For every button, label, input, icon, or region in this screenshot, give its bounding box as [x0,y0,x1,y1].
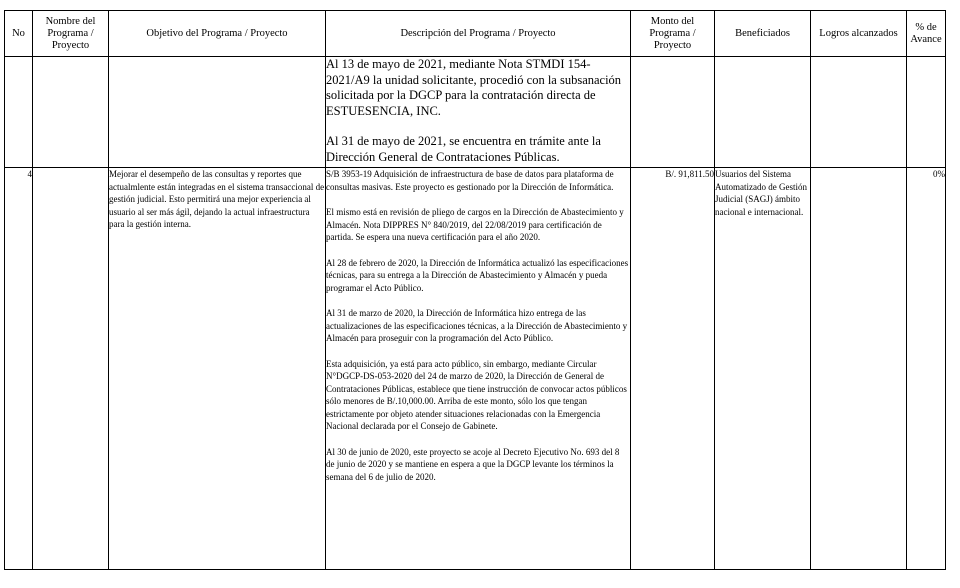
header-objetivo: Objetivo del Programa / Proyecto [109,11,326,57]
cell-beneficiados [715,57,811,168]
cell-logros [811,168,907,570]
cell-descripcion [326,168,631,570]
cell-nombre [33,168,109,570]
cell-avance: 0% [907,168,946,570]
description-paragraph: Al 28 de febrero de 2020, la Dirección de Informática actualizó las especificaciones técnicas, para su entrega a la Dirección de Abastecimiento y Almacén y pueda programar el Acto Público. [326,257,629,293]
header-monto: Monto del Programa / Proyecto [631,11,715,57]
header-avance: % de Avance [907,11,946,57]
cell-objetivo [109,57,326,168]
description-paragraph: Al 30 de junio de 2020, este proyecto se acoje al Decreto Ejecutivo No. 693 del 8 de junio de 2020 y se mantiene en espera a que la DGCP levante los términos la semana del 6 de julio de 2020. [326,446,620,482]
header-no: No [5,11,33,57]
table-row [5,168,946,570]
cell-no: 4 [5,168,33,570]
header-beneficiados: Beneficiados [715,11,811,57]
description-paragraph: El mismo está en revisión de pliego de cargos en la Dirección de Abastecimiento y Almacén. Nota DIPPRES N° 840/2019, del 22/08/2019 para certificación de partida. Se espera una nueva certificación para el año 2020. [326,207,624,242]
description-paragraph: Esta adquisición, ya está para acto público, sin embargo, mediante Circular N°DGCP-DS-053-2020 del 24 de marzo de 2020, la Dirección de General de Contrataciones Públicas, establece que tiene instrucción de convocar actos públicos sólo menores de B/.10,000.00. Arriba de este monto, sólo los que tengan estrictamente por objeto atender situaciones relacionadas con la Emergencia Nacional declarada por el Consejo de Gabinete. [326,358,627,431]
description-paragraph: Al 31 de mayo de 2021, se encuentra en trámite ante la Dirección General de Contrataciones Públicas. [326,134,601,164]
projects-table [4,10,946,570]
header-nombre: Nombre del Programa / Proyecto [33,11,109,57]
header-descripcion: Descripción del Programa / Proyecto [326,11,631,57]
description-paragraph: Al 13 de mayo de 2021, mediante Nota STMDI 154-2021/A9 la unidad solicitante, procedió con la subsanación solicitada por la DGCP para la contratación directa de ESTUESENCIA, INC. [326,57,622,118]
description-paragraph: S/B 3953-19 Adquisición de infraestructura de base de datos para plataforma de consultas masivas. Este proyecto es gestionado por la Dirección de Informática. [326,169,614,192]
table-row-continuation [5,57,946,168]
cell-descripcion [326,57,631,168]
cell-objetivo: Mejorar el desempeño de las consultas y reportes que actualmlente están integradas en el sistema transaccional de gestión judicial. Esto permitirá una mejor experiencia al usuario al ser más ágil, dejando la actual infraestructura para la gestión interna. [109,168,326,570]
cell-monto: B/. 91,811.50 [631,168,715,570]
header-logros: Logros alcanzados [811,11,907,57]
cell-beneficiados: Usuarios del Sistema Automatizado de Gestión Judicial (SAGJ) ámbito nacional e internacional. [715,168,811,570]
cell-nombre [33,57,109,168]
cell-logros [811,57,907,168]
header-row [5,11,946,57]
cell-no [5,57,33,168]
cell-monto [631,57,715,168]
description-paragraph: Al 31 de marzo de 2020, la Dirección de Informática hizo entrega de las actualizaciones de las especificaciones técnicas, a la Dirección de Abastecimiento y Almacén para proseguir con la programación del Acto Público. [326,308,628,343]
cell-avance [907,57,946,168]
